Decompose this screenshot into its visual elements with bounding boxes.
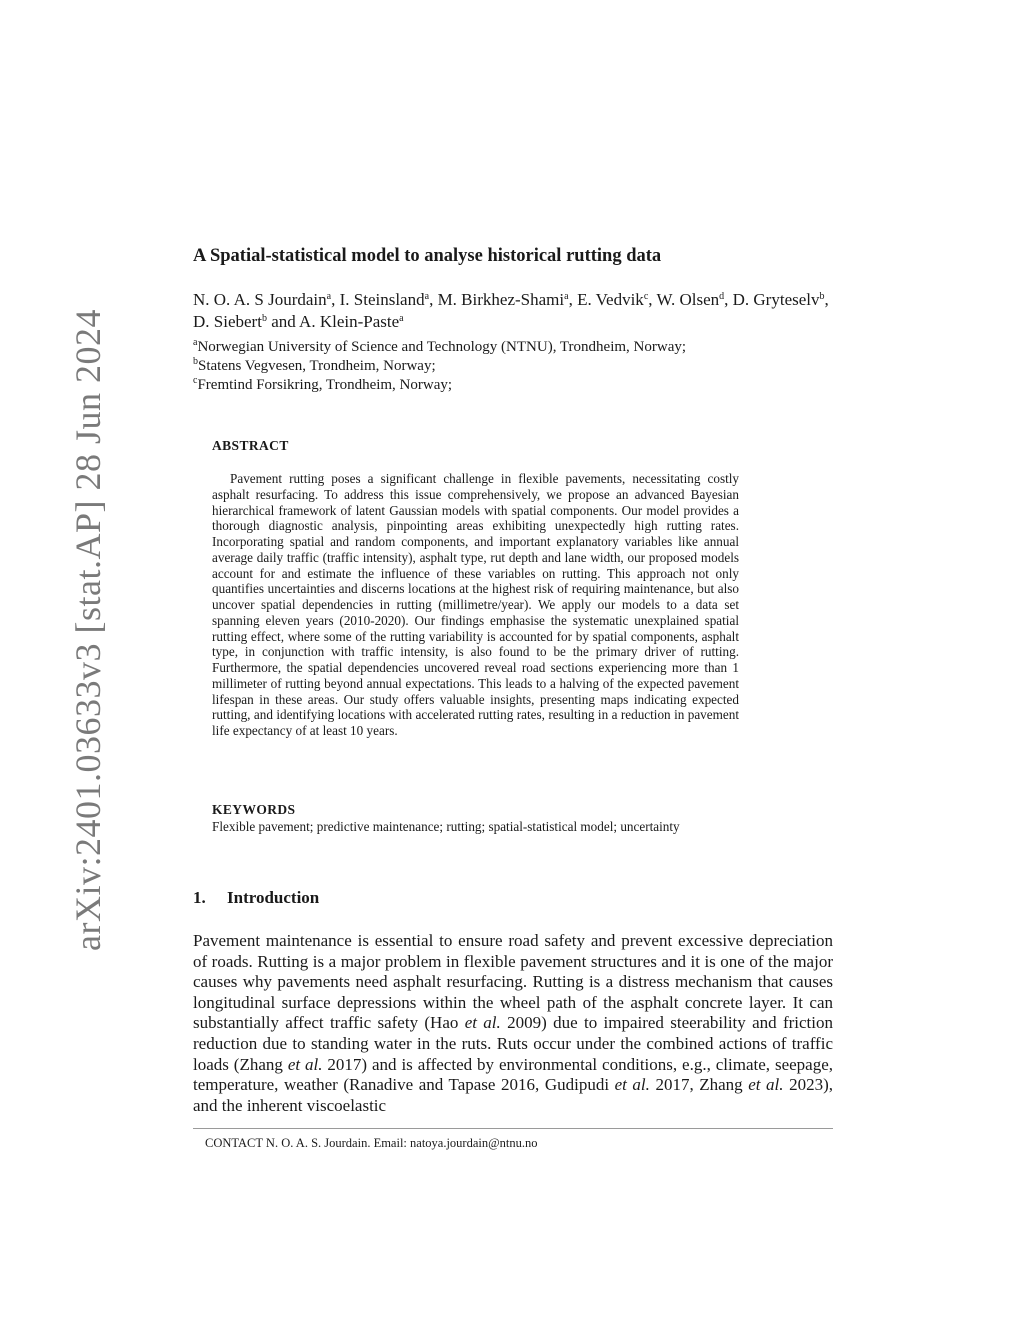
intro-text-run: 2017) and is affected by environmental conditions, e.g., climate, seepage, temperature, weather (Ranadive and Tapase 2016, Gudipudi bbox=[193, 1054, 834, 1095]
contact-footnote: CONTACT N. O. A. S. Jourdain. Email: natoya.jourdain@ntnu.no bbox=[205, 1136, 538, 1150]
author-name: E. Vedvik bbox=[577, 290, 644, 309]
author-affiliation-mark: a bbox=[399, 313, 404, 324]
author-name: M. Birkhez-Shami bbox=[437, 290, 565, 309]
keywords-text: Flexible pavement; predictive maintenance; rutting; spatial-statistical model; uncertainty bbox=[212, 819, 680, 834]
author-name: D. Siebert bbox=[193, 312, 262, 331]
affiliation-mark: c bbox=[193, 375, 198, 386]
author-name: I. Steinsland bbox=[339, 290, 425, 309]
author-name: N. O. A. S Jourdain bbox=[193, 290, 327, 309]
author-affiliation-mark: a bbox=[564, 291, 569, 302]
author-affiliation-mark: b bbox=[261, 313, 267, 324]
introduction-paragraph bbox=[193, 931, 833, 1116]
author-name: D. Gryteselv bbox=[732, 290, 820, 309]
section-number: 1. bbox=[193, 888, 206, 907]
paper-title: A Spatial-statistical model to analyse historical rutting data bbox=[193, 246, 662, 266]
intro-text-run: Pavement maintenance is essential to ensure road safety and prevent excessive depreciation of roads. Rutting is a major problem in flexible pavement structures and it is one of the major causes why pavements need asphalt resurfacing. Rutting is a distress mechanism that causes longitudinal surface depressions within the wheel path of the asphalt concrete layer. It can substantially affect traffic safety (Hao bbox=[193, 931, 833, 1033]
intro-text-run: 2009) due to impaired steerability and friction reduction due to standing water in the ruts. Ruts occur under the combined actions of traffic loads (Zhang bbox=[193, 1013, 834, 1074]
author-affiliation-mark: c bbox=[643, 291, 649, 302]
affiliation-mark: a bbox=[193, 337, 198, 348]
author-separator: , bbox=[724, 290, 733, 309]
arxiv-identifier bbox=[48, 280, 128, 980]
author-affiliation-mark: a bbox=[424, 291, 430, 302]
author-affiliation-mark: a bbox=[326, 291, 332, 302]
author-name: W. Olsen bbox=[656, 290, 720, 309]
affiliation-text: Fremtind Forsikring, Trondheim, Norway; bbox=[197, 377, 453, 393]
affiliation-item bbox=[193, 357, 838, 376]
affiliation-list bbox=[193, 338, 838, 395]
affiliation-mark: b bbox=[193, 356, 198, 367]
author-separator: , bbox=[568, 290, 578, 309]
author-separator: , bbox=[429, 290, 438, 309]
affiliation-text: Statens Vegvesen, Trondheim, Norway; bbox=[198, 358, 436, 374]
keywords-heading: KEYWORDS bbox=[212, 802, 296, 817]
author-separator: , bbox=[648, 290, 657, 309]
section-heading-introduction bbox=[193, 888, 319, 908]
footnote-divider bbox=[193, 1128, 833, 1129]
intro-text-run: 2023), and the inherent viscoelastic bbox=[193, 1075, 833, 1115]
citation-etal: et al. bbox=[464, 1013, 501, 1033]
author-separator: and bbox=[266, 312, 300, 331]
author-list bbox=[193, 289, 838, 333]
affiliation-item bbox=[193, 376, 838, 395]
intro-text-run: 2017, Zhang bbox=[649, 1075, 749, 1095]
author-separator: , bbox=[331, 290, 340, 309]
section-title: Introduction bbox=[227, 888, 320, 907]
affiliation-item bbox=[193, 338, 838, 357]
citation-etal: et al. bbox=[748, 1075, 784, 1095]
abstract-heading: ABSTRACT bbox=[212, 438, 289, 453]
citation-etal: et al. bbox=[614, 1075, 650, 1095]
arxiv-identifier-text: arXiv:2401.03633v3 [stat.AP] 28 Jun 2024 bbox=[68, 309, 108, 951]
author-name: A. Klein-Paste bbox=[299, 312, 400, 331]
author-separator: , bbox=[824, 290, 829, 309]
author-affiliation-mark: d bbox=[719, 291, 725, 302]
citation-etal: et al. bbox=[287, 1054, 323, 1074]
affiliation-text: Norwegian University of Science and Technology (NTNU), Trondheim, Norway; bbox=[197, 339, 687, 355]
abstract-text: Pavement rutting poses a significant challenge in flexible pavements, necessitating costly asphalt resurfacing. To address this issue comprehensively, we propose an advanced Bayesian hierarchical framework of latent Gaussian models with spatial components. Our model provides a thorough diagnostic analysis, pinpointing areas exhibiting unexpectedly high rutting rates. Incorporating spatial and random components, and important explanatory variables like annual average daily traffic (traffic intensity), asphalt type, rut depth and lane width, our proposed models account for and estimate the influence of these variables on rutting. This approach not only quantifies uncertainties and discerns locations at the highest risk of requiring maintenance, but also uncover spatial dependencies in rutting (millimetre/year). We apply our models to a data set spanning eleven years (2010-2020). Our findings emphasise the systematic unexplained spatial rutting effect, where some of the rutting variability is accounted for by spatial components, asphalt type, in conjunction with traffic intensity, is also found to be the primary driver of rutting. Furthermore, the spatial dependencies uncovered reveal road sections experiencing more than 1 millimeter of rutting beyond annual expectations. This leads to a halving of the expected pavement lifespan in these areas. Our study offers valuable insights, presenting maps indicating expected rutting, and identifying locations with accelerated rutting rates, resulting in a reduction in pavement life expectancy of at least 10 years. bbox=[212, 471, 739, 738]
author-affiliation-mark: b bbox=[819, 291, 825, 302]
